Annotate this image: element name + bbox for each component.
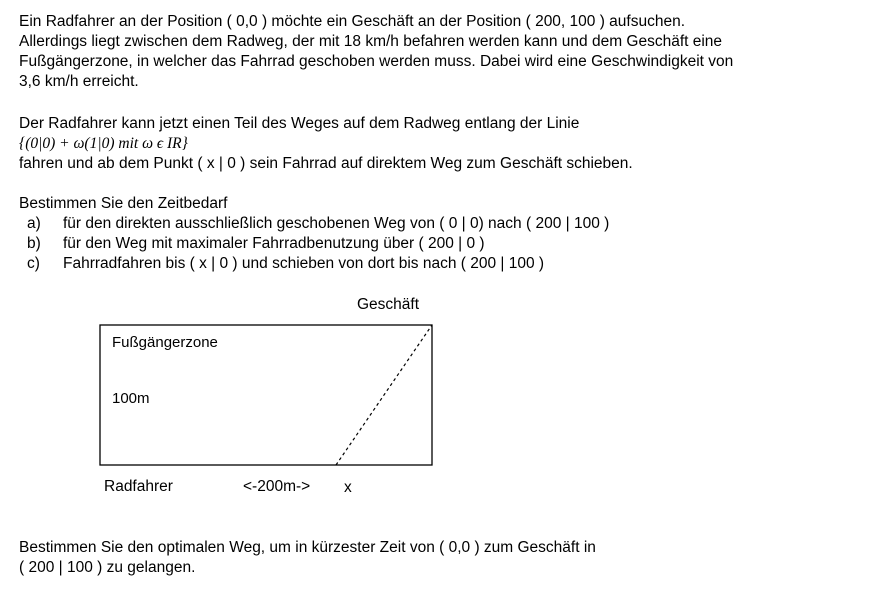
final-paragraph [19,538,596,578]
task-item-label: c) [27,255,40,272]
task-heading-text: Bestimmen Sie den Zeitbedarf [19,195,228,212]
push-path-line [336,325,432,465]
final-line: Bestimmen Sie den optimalen Weg, um in kürzester Zeit von ( 0,0 ) zum Geschäft in [19,539,596,556]
final-line: ( 200 | 100 ) zu gelangen. [19,559,196,576]
shop-label: Geschäft [357,296,420,313]
intro-line: 3,6 km/h erreicht. [19,73,139,90]
task-item-text: für den Weg mit maximaler Fahrradbenutzung über ( 200 | 0 ) [63,235,485,252]
height-label: 100m [112,390,150,407]
intro-line: Allerdings liegt zwischen dem Radweg, der mit 18 km/h befahren werden kann und dem Geschäft eine [19,33,723,50]
route-formula: {(0|0) + ω(1|0) mit ω ϵ IR} [19,135,188,152]
intro-line: Fußgängerzone, in welcher das Fahrrad geschoben werden muss. Dabei wird eine Geschwindigkeit von [19,53,734,70]
route-line: fahren und ab dem Punkt ( x | 0 ) sein Fahrrad auf direktem Weg zum Geschäft schieben. [19,155,633,172]
x-label: x [344,479,352,496]
zone-label: Fußgängerzone [112,334,218,351]
task-item-label: b) [27,235,41,252]
route-line: Der Radfahrer kann jetzt einen Teil des Weges auf dem Radweg entlang der Linie [19,115,580,132]
task-item-text: Fahrradfahren bis ( x | 0 ) und schieben von dort bis nach ( 200 | 100 ) [63,255,545,272]
width-label: <-200m-> [243,478,311,495]
intro-line: Ein Radfahrer an der Position ( 0,0 ) möchte ein Geschäft an der Position ( 200, 100 ) aufsuchen. [19,13,686,30]
task-item-text: für den direkten ausschließlich geschobenen Weg von ( 0 | 0) nach ( 200 | 100 ) [63,215,610,232]
task-item-label: a) [27,215,41,232]
cyclist-label: Radfahrer [104,478,173,495]
